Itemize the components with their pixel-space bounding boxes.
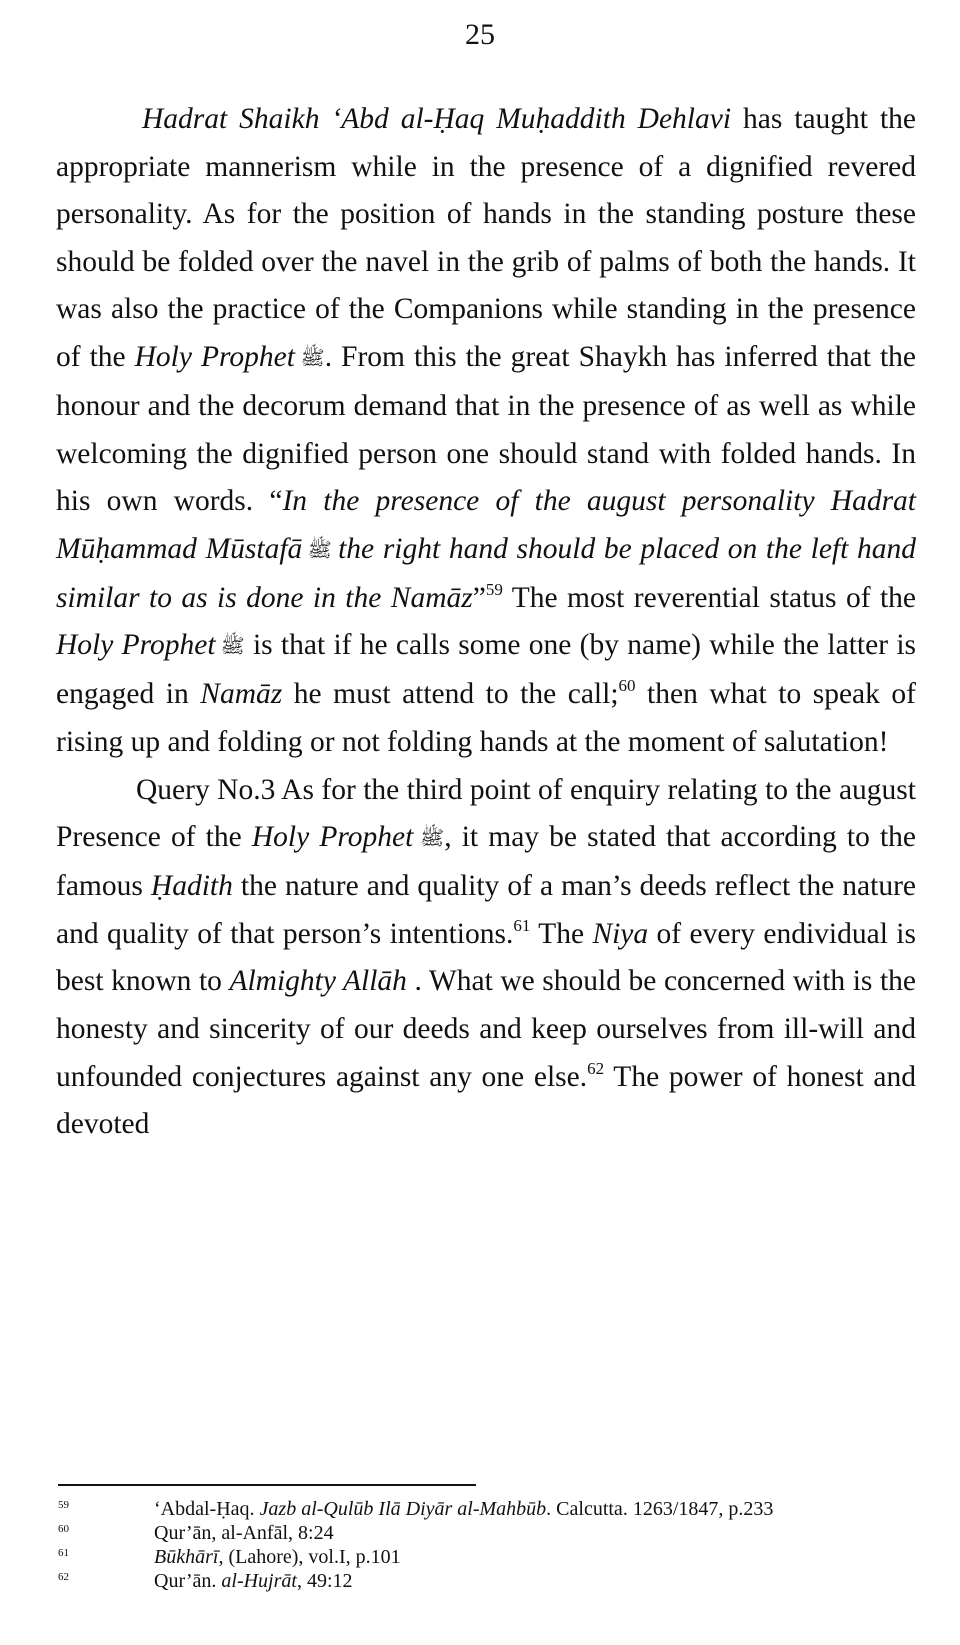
paragraph <box>56 96 916 767</box>
footnote-text <box>154 1521 918 1545</box>
footnote-ref: 61 <box>513 915 531 935</box>
footnote-ref: 59 <box>485 579 503 599</box>
text-run: The <box>530 917 593 950</box>
salutation-glyph: ﷺ <box>413 827 445 850</box>
text-run: , 49:12 <box>296 1570 353 1592</box>
text-run: then what to speak of rising up and folding or not folding hands at the moment of salutation! <box>56 678 916 759</box>
footnote-text <box>154 1569 918 1593</box>
text-run: The most reverential status of the <box>502 581 917 614</box>
italic-text: Namāz <box>200 678 283 711</box>
text-run: is that if he calls some one (by name) while the latter is engaged in <box>56 629 916 711</box>
text-run: , (Lahore), vol.I, p.101 <box>218 1546 401 1568</box>
footnote <box>58 1497 918 1521</box>
footnote-number: 61 <box>58 1547 69 1559</box>
footnote-number: 62 <box>58 1571 69 1583</box>
salutation-glyph: ﷺ <box>294 347 325 370</box>
text-run: . What we should be concerned with is the honesty and sincerity of our deeds and keep ourselves from ill-will and unfounded conjectures against any one else. <box>56 965 916 1093</box>
text-run: of every endividual is best known to <box>56 917 916 998</box>
text-run: ” <box>472 581 486 614</box>
italic-text: Jazb al-Qulūb Ilā Diyār al-Mahbūb <box>259 1498 547 1520</box>
salutation-glyph: ﷺ <box>215 635 245 658</box>
footnotes <box>58 1497 918 1593</box>
text-run: . From this the great Shaykh has inferred that the honour and the decorum demand that in the presence of as well as while welcoming the dignified person one should stand with folded hands. In his own words. “ <box>56 340 916 518</box>
footnote-ref: 62 <box>587 1058 605 1078</box>
italic-text: Holy Prophet <box>56 629 216 662</box>
footnote <box>58 1569 918 1593</box>
italic-text: Holy Prophet <box>134 340 295 373</box>
text-run: . Calcutta. 1263/1847, p.233 <box>546 1498 774 1520</box>
footnote-divider <box>58 1484 476 1486</box>
italic-text: Ḥadith <box>150 870 233 903</box>
text-run: Query No.3 As for the third point of enquiry relating to the august Presence of the <box>56 773 916 854</box>
salutation-glyph: ﷺ <box>302 539 339 562</box>
italic-text: Hadrat Shaikh ‘Abd al-Ḥaq Muḥaddith Dehlavi <box>142 103 732 135</box>
text-run: Qur’ān, al-Anfāl, 8:24 <box>154 1522 334 1544</box>
text-run: has taught the appropriate mannerism while in the presence of a dignified revered personality. As for the position of hands in the standing posture these should be folded over the navel in the grib of palms of both the hands. It was also the practice of the Companions while standing in the presence of the <box>56 103 916 373</box>
italic-text: the right hand should be placed on the left hand similar to as is done in the Namāz <box>56 532 917 614</box>
text-run: the nature and quality of a man’s deeds reflect the nature and quality of that person’s intentions. <box>56 870 916 950</box>
italic-text: Holy Prophet <box>251 821 414 854</box>
italic-text: Niya <box>592 917 649 950</box>
text-run: The power of honest and devoted <box>56 1060 916 1141</box>
footnote-text <box>154 1545 918 1569</box>
footnote <box>58 1545 918 1569</box>
italic-text: Almighty Allāh <box>229 965 407 998</box>
footnote <box>58 1521 918 1545</box>
text-run: Qur’ān. <box>154 1570 222 1592</box>
page-number: 25 <box>465 18 495 51</box>
italic-text: Būkhārī <box>154 1546 219 1568</box>
text-run: ‘Abdal-Ḥaq. <box>154 1498 260 1520</box>
footnote-number: 59 <box>58 1499 69 1511</box>
italic-text: In the presence of the august personality Hadrat Mūḥammad Mūstafā <box>56 485 916 565</box>
footnote-number: 60 <box>58 1523 69 1535</box>
paragraph <box>56 767 916 1149</box>
text-run: he must attend to the call; <box>282 678 619 711</box>
footnote-text <box>154 1497 918 1521</box>
body-text <box>56 96 916 1149</box>
text-run: , it may be stated that according to the famous <box>56 821 917 903</box>
italic-text: al-Hujrāt <box>221 1570 297 1592</box>
footnote-ref: 60 <box>618 676 636 696</box>
